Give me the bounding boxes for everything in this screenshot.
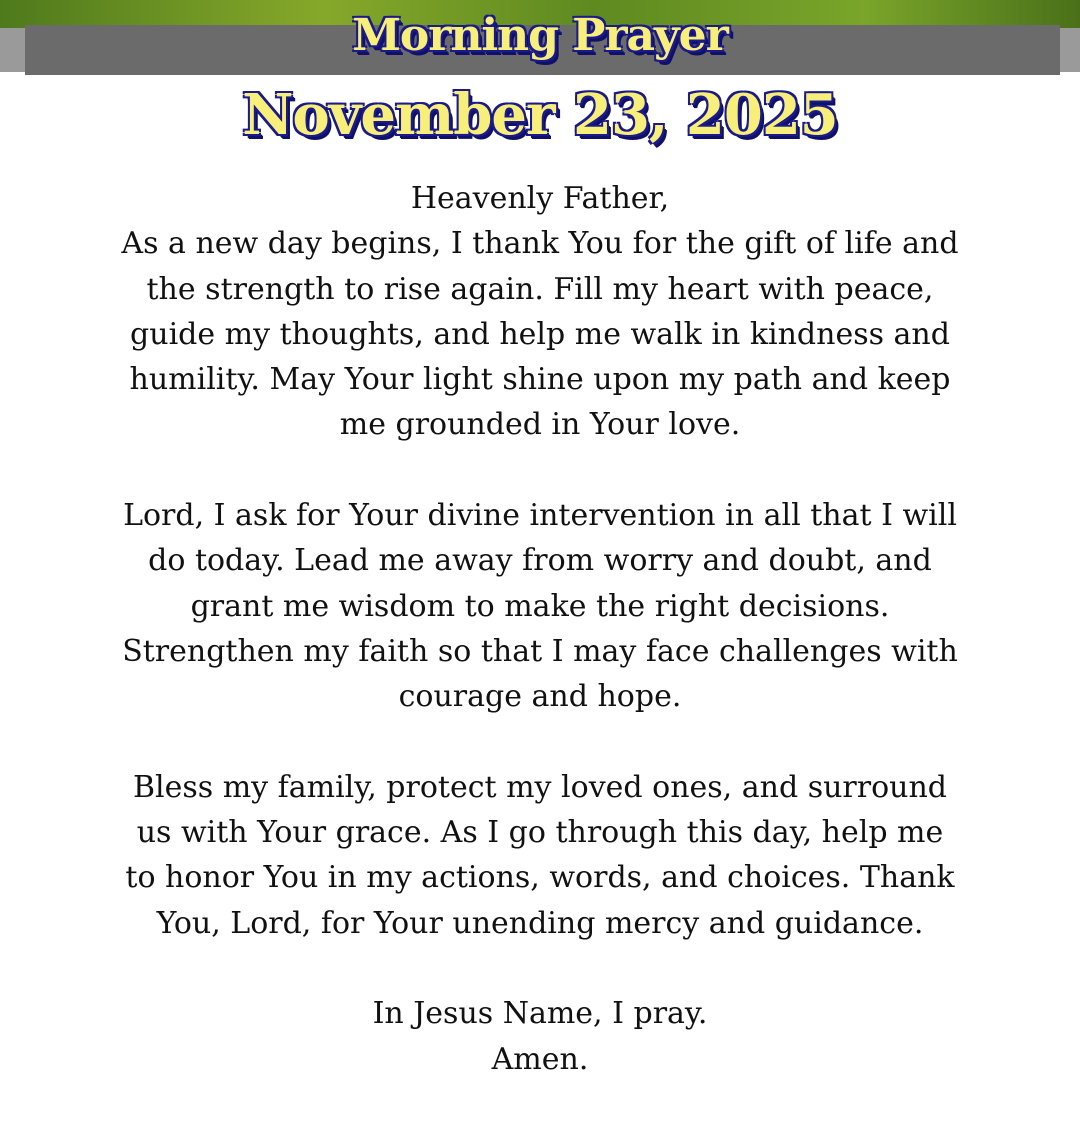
prayer-body <box>0 176 1080 1127</box>
prayer-line: You, Lord, for Your unending mercy and guidance. <box>156 905 924 941</box>
prayer-line: the strength to rise again. Fill my heart with peace, <box>146 271 934 307</box>
prayer-line: Heavenly Father, <box>410 181 670 216</box>
prayer-paragraph <box>0 176 1080 448</box>
prayer-line: In Jesus Name, I pray. <box>372 996 708 1032</box>
prayer-paragraph <box>0 991 1080 1082</box>
prayer-line: grant me wisdom to make the right decisions. <box>190 588 890 624</box>
prayer-line: Lord, I ask for Your divine intervention in all that I will <box>123 498 957 534</box>
prayer-line: do today. Lead me away from worry and doubt, and <box>148 543 932 579</box>
prayer-line: us with Your grace. As I go through this day, help me <box>136 815 944 851</box>
prayer-date: November 23, 2025 <box>242 82 838 148</box>
prayer-line: me grounded in Your love. <box>339 407 741 443</box>
prayer-paragraph <box>0 765 1080 946</box>
prayer-line: humility. May Your light shine upon my path and keep <box>129 362 951 398</box>
prayer-line: As a new day begins, I thank You for the gift of life and <box>121 226 959 262</box>
prayer-line: courage and hope. <box>398 679 682 715</box>
page-title: Morning Prayer <box>352 10 728 61</box>
prayer-line: Bless my family, protect my loved ones, and surround <box>132 769 947 805</box>
prayer-line: Amen. <box>491 1041 589 1077</box>
prayer-paragraph <box>0 493 1080 719</box>
prayer-line: to honor You in my actions, words, and choices. Thank <box>125 860 955 896</box>
prayer-line: Strengthen my faith so that I may face challenges with <box>122 633 958 669</box>
prayer-line: guide my thoughts, and help me walk in kindness and <box>130 316 950 352</box>
